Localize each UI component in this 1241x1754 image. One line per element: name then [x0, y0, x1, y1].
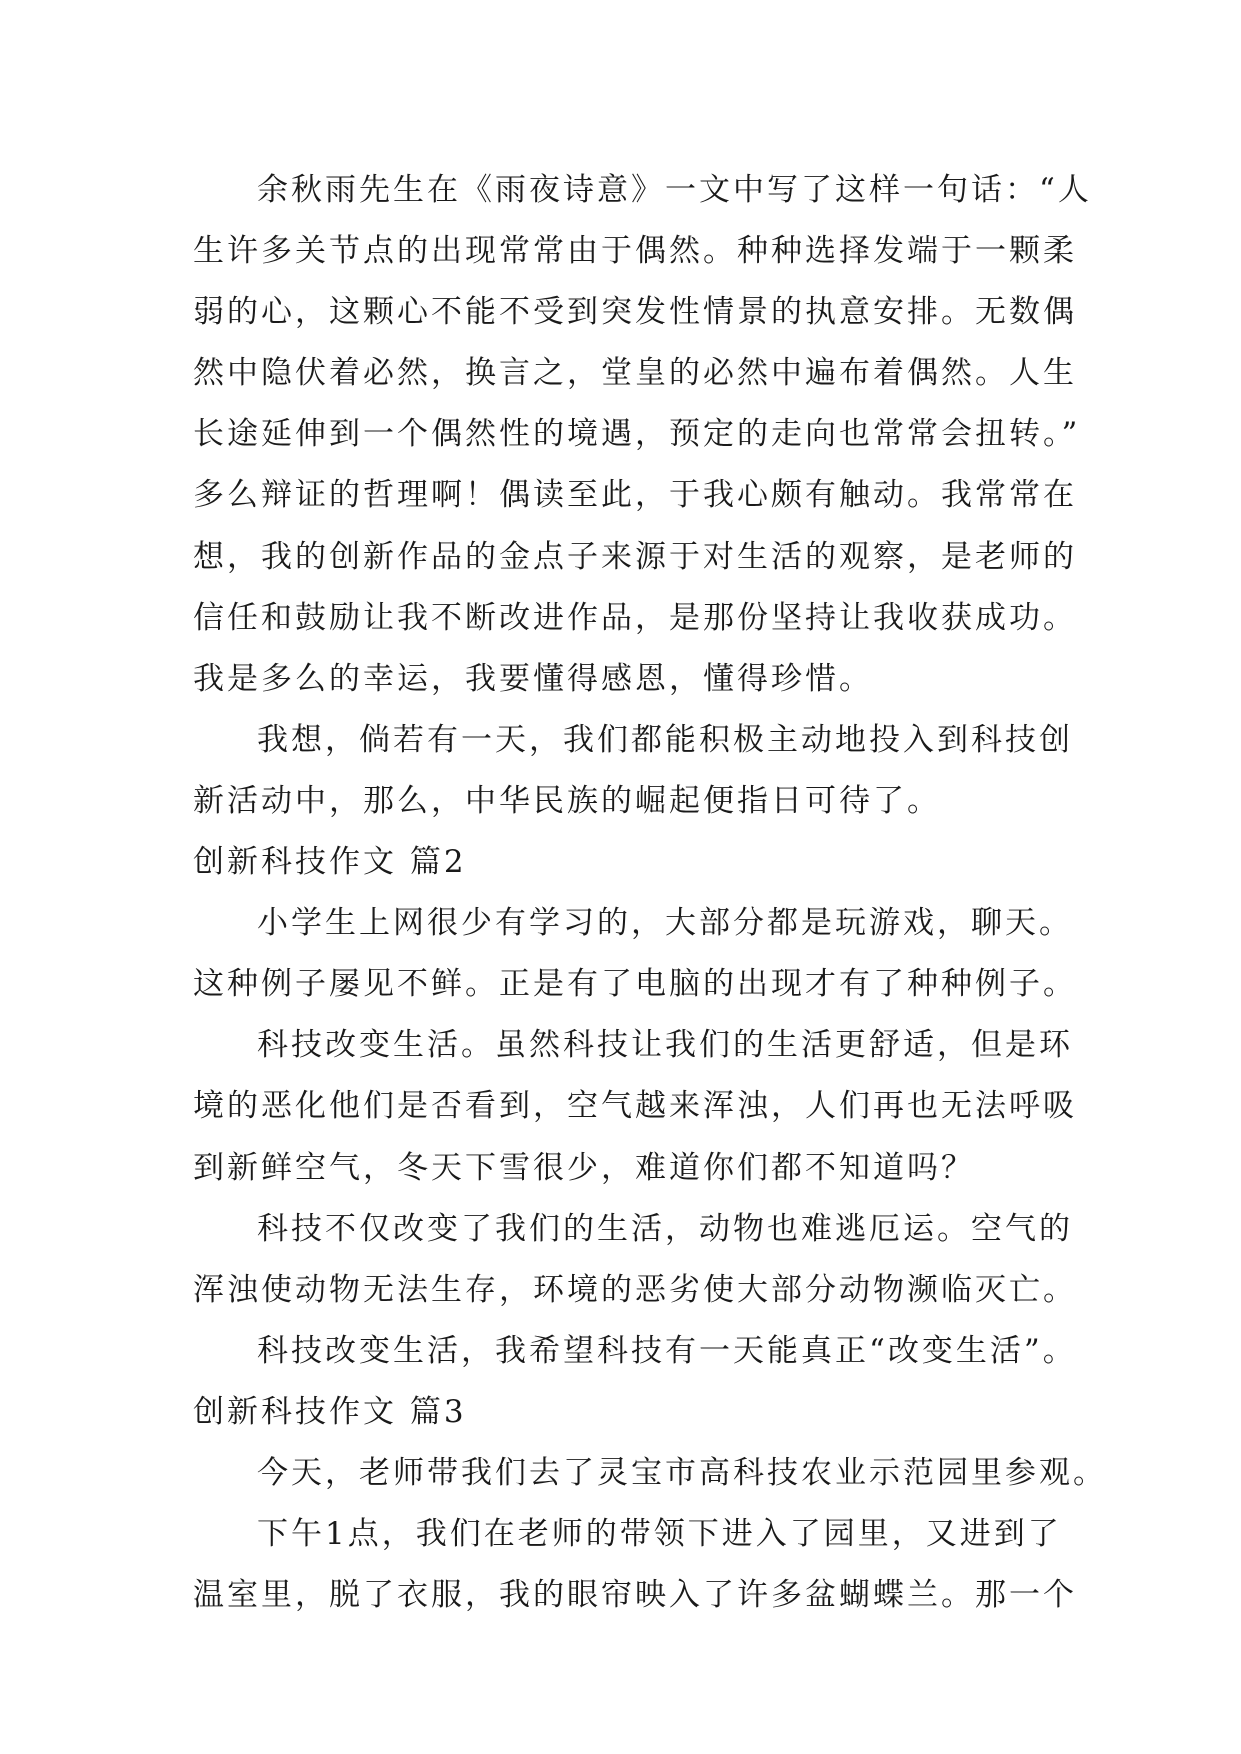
paragraph-line: 这种例子屡见不鲜。正是有了电脑的出现才有了种种例子。 [193, 966, 1077, 1003]
paragraph-line: 科技不仅改变了我们的生活，动物也难逃厄运。空气的 [257, 1210, 1073, 1247]
paragraph-line: 今天，老师带我们去了灵宝市高科技农业示范园里参观。 [257, 1454, 1107, 1491]
paragraph-line: 我想，倘若有一天，我们都能积极主动地投入到科技创 [257, 721, 1073, 758]
paragraph-line: 信任和鼓励让我不断改进作品，是那份坚持让我收获成功。 [193, 599, 1077, 636]
document-body [193, 160, 1107, 1626]
paragraph-line: 我是多么的幸运，我要懂得感恩，懂得珍惜。 [193, 660, 873, 697]
paragraph-line: 新活动中，那么，中华民族的崛起便指日可待了。 [193, 782, 941, 819]
paragraph-line: 弱的心，这颗心不能不受到突发性情景的执意安排。无数偶 [193, 294, 1077, 331]
paragraph-line: 多么辩证的哲理啊！偶读至此，于我心颇有触动。我常常在 [193, 477, 1077, 514]
paragraph-line: 下午1点，我们在老师的带领下进入了园里，又进到了 [257, 1516, 1062, 1553]
paragraph-line: 科技改变生活。虽然科技让我们的生活更舒适，但是环 [257, 1027, 1073, 1064]
paragraph-line: 境的恶化他们是否看到，空气越来浑浊，人们再也无法呼吸 [193, 1088, 1077, 1125]
paragraph-line: 小学生上网很少有学习的，大部分都是玩游戏，聊天。 [257, 905, 1073, 942]
paragraph-line: 生许多关节点的出现常常由于偶然。种种选择发端于一颗柔 [193, 233, 1077, 270]
paragraph-line: 浑浊使动物无法生存，环境的恶劣使大部分动物濒临灭亡。 [193, 1271, 1077, 1308]
paragraph-line: 到新鲜空气，冬天下雪很少，难道你们都不知道吗？ [193, 1149, 975, 1186]
section-heading: 创新科技作文 篇2 [193, 844, 467, 881]
paragraph-line: 想，我的创新作品的金点子来源于对生活的观察，是老师的 [193, 538, 1077, 575]
paragraph-line: 温室里，脱了衣服，我的眼帘映入了许多盆蝴蝶兰。那一个 [193, 1577, 1077, 1614]
paragraph-line: 科技改变生活，我希望科技有一天能真正“改变生活”。 [257, 1332, 1077, 1369]
paragraph-line: 然中隐伏着必然，换言之，堂皇的必然中遍布着偶然。人生 [193, 355, 1077, 392]
paragraph-line: 长途延伸到一个偶然性的境遇，预定的走向也常常会扭转。” [193, 416, 1081, 453]
paragraph-line: 余秋雨先生在《雨夜诗意》一文中写了这样一句话：“人 [257, 172, 1092, 208]
section-heading: 创新科技作文 篇3 [193, 1393, 467, 1430]
